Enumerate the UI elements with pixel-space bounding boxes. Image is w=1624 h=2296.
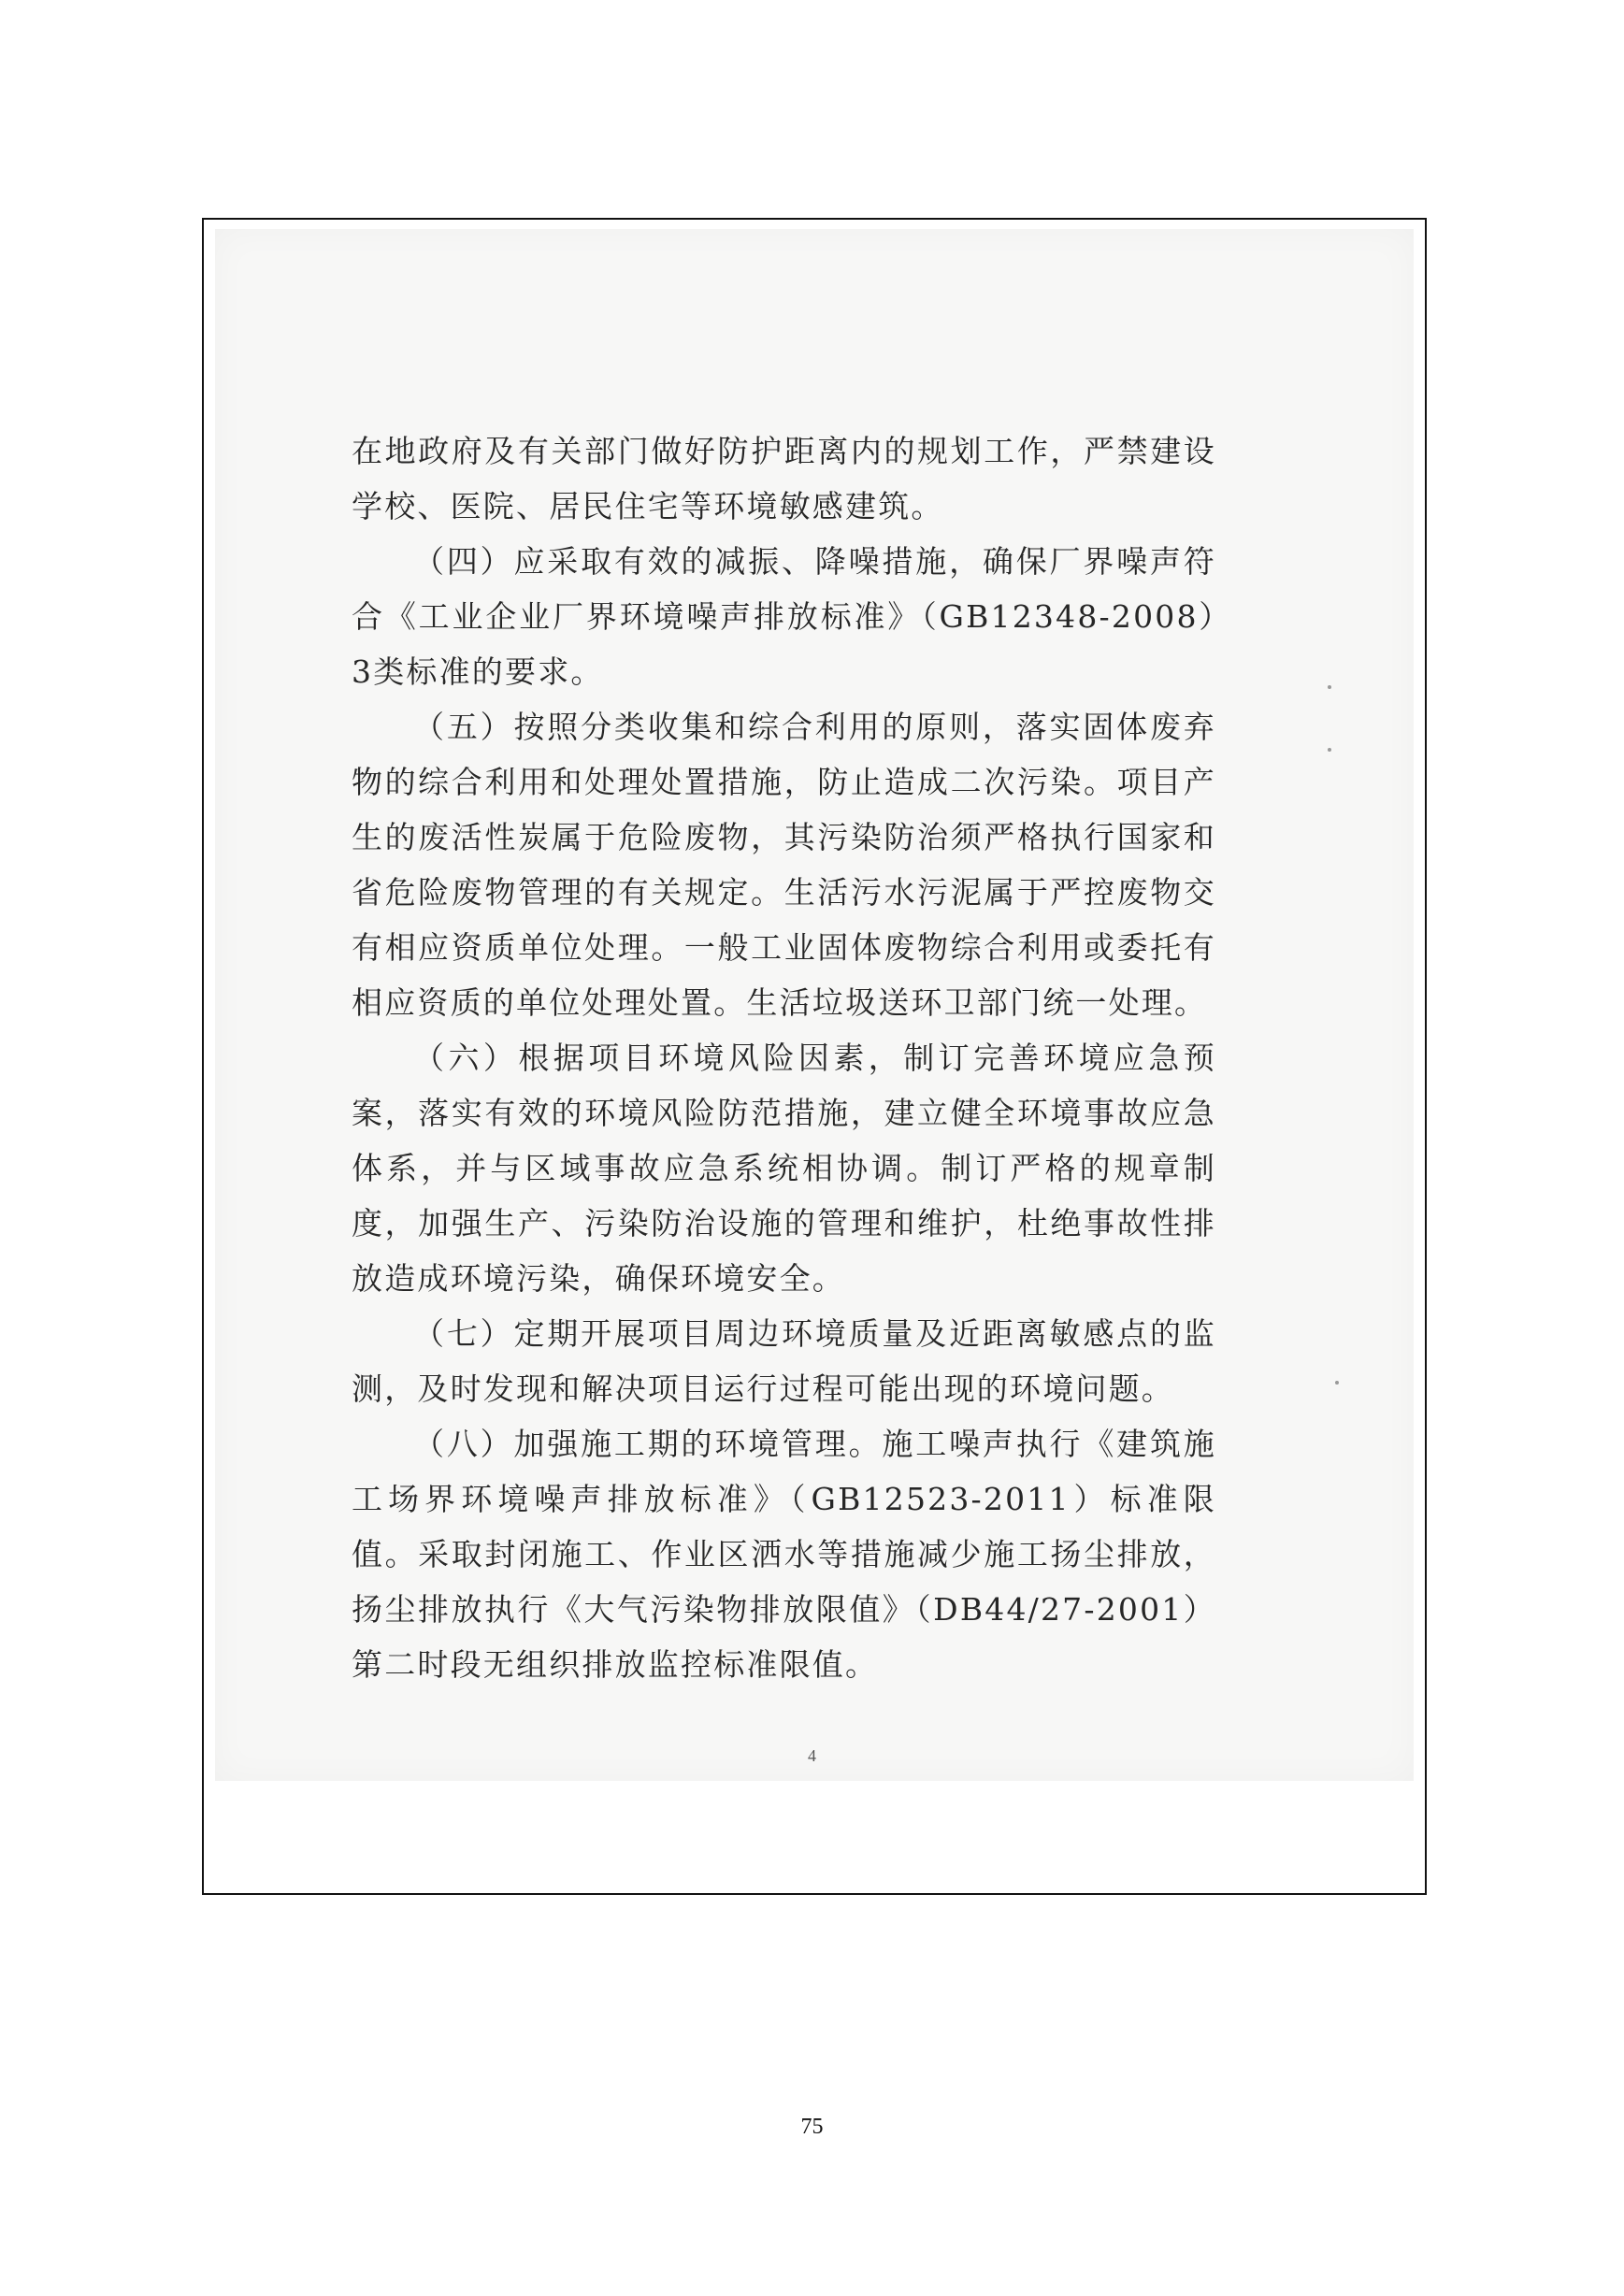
document-body [352, 423, 1216, 1692]
paragraph-item-7: （七）定期开展项目周边环境质量及近距离敏感点的监测，及时发现和解决项目运行过程可能出现的环境问题。 [352, 1315, 1216, 1407]
scan-speck [1328, 685, 1331, 689]
scan-speck [1335, 1381, 1339, 1385]
scan-speck [1328, 748, 1331, 752]
paragraph-item-8: （八）加强施工期的环境管理。施工噪声执行《建筑施工场界环境噪声排放标准》（GB12523-2011）标准限值。采取封闭施工、作业区洒水等措施减少施工扬尘排放，扬尘排放执行《大气污染物排放限值》（DB44/27-2001）第二时段无组织排放监控标准限值。 [352, 1426, 1216, 1683]
paragraph-item-4: （四）应采取有效的减振、降噪措施，确保厂界噪声符合《工业企业厂界环境噪声排放标准》（GB12348-2008）3类标准的要求。 [352, 543, 1216, 690]
paragraph-item-5: （五）按照分类收集和综合利用的原则，落实固体废弃物的综合利用和处理处置措施，防止造成二次污染。项目产生的废活性炭属于危险废物，其污染防治须严格执行国家和省危险废物管理的有关规定。生活污水污泥属于严控废物交有相应资质单位处理。一般工业固体废物综合利用或委托有相应资质的单位处理处置。生活垃圾送环卫部门统一处理。 [352, 709, 1216, 1021]
inner-page-number: 4 [808, 1746, 816, 1765]
paragraph-continuation: 在地政府及有关部门做好防护距离内的规划工作，严禁建设学校、医院、居民住宅等环境敏感建筑。 [352, 433, 1216, 524]
paragraph-item-6: （六）根据项目环境风险因素，制订完善环境应急预案，落实有效的环境风险防范措施，建立健全环境事故应急体系，并与区域事故应急系统相协调。制订严格的规章制度，加强生产、污染防治设施的管理和维护，杜绝事故性排放造成环境污染，确保环境安全。 [352, 1040, 1216, 1297]
page-number: 75 [800, 2115, 824, 2139]
